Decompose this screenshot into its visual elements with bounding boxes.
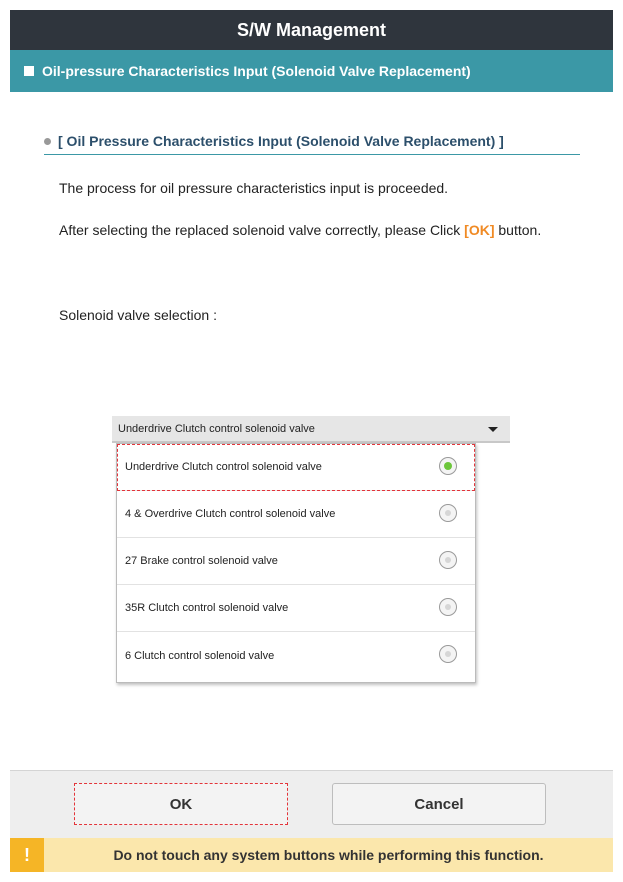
ok-button[interactable]: OK	[74, 783, 288, 825]
square-bullet-icon	[24, 66, 34, 76]
solenoid-valve-dropdown[interactable]	[112, 416, 510, 443]
radio-selected-icon[interactable]	[439, 457, 457, 475]
option-6-clutch[interactable]	[117, 632, 475, 679]
option-35r-clutch[interactable]	[117, 585, 475, 632]
button-bar	[10, 770, 613, 839]
selection-label: Solenoid valve selection :	[59, 307, 217, 323]
option-4-overdrive-clutch[interactable]	[117, 491, 475, 538]
instruction-text-end: button.	[494, 222, 542, 238]
section-heading	[44, 128, 580, 155]
app-frame	[10, 10, 613, 872]
instruction-line-1: The process for oil pressure characteristics input is proceeded.	[59, 180, 449, 196]
instruction-text: After selecting the replaced solenoid valve correctly, please Click	[59, 222, 465, 238]
option-label: 35R Clutch control solenoid valve	[125, 602, 289, 614]
option-label: 6 Clutch control solenoid valve	[125, 649, 275, 662]
warning-icon: !	[10, 838, 44, 872]
option-label: Underdrive Clutch control solenoid valve	[125, 461, 322, 473]
section-title: [ Oil Pressure Characteristics Input (Solenoid Valve Replacement) ]	[58, 133, 504, 149]
dropdown-selected-value: Underdrive Clutch control solenoid valve	[118, 422, 315, 435]
radio-icon[interactable]	[439, 598, 457, 616]
caret-down-icon	[488, 427, 498, 432]
option-underdrive-clutch[interactable]	[117, 444, 475, 491]
warning-banner	[10, 838, 613, 872]
ok-highlight: [OK]	[464, 222, 495, 238]
radio-icon[interactable]	[439, 504, 457, 522]
title-bar	[10, 10, 613, 50]
radio-icon[interactable]	[439, 551, 457, 569]
bullet-icon	[44, 138, 51, 145]
option-label: 4 & Overdrive Clutch control solenoid valve	[125, 508, 336, 520]
dropdown-options-list	[116, 443, 476, 683]
instruction-line-2	[59, 220, 559, 240]
sub-header	[10, 50, 613, 92]
window-title: S/W Management	[236, 19, 387, 40]
cancel-button[interactable]: Cancel	[332, 783, 546, 825]
warning-text: Do not touch any system buttons while performing this function.	[113, 847, 544, 863]
option-label: 27 Brake control solenoid valve	[125, 555, 278, 567]
sub-header-title: Oil-pressure Characteristics Input (Solenoid Valve Replacement)	[42, 63, 471, 79]
option-27-brake[interactable]	[117, 538, 475, 585]
radio-icon[interactable]	[439, 645, 457, 663]
